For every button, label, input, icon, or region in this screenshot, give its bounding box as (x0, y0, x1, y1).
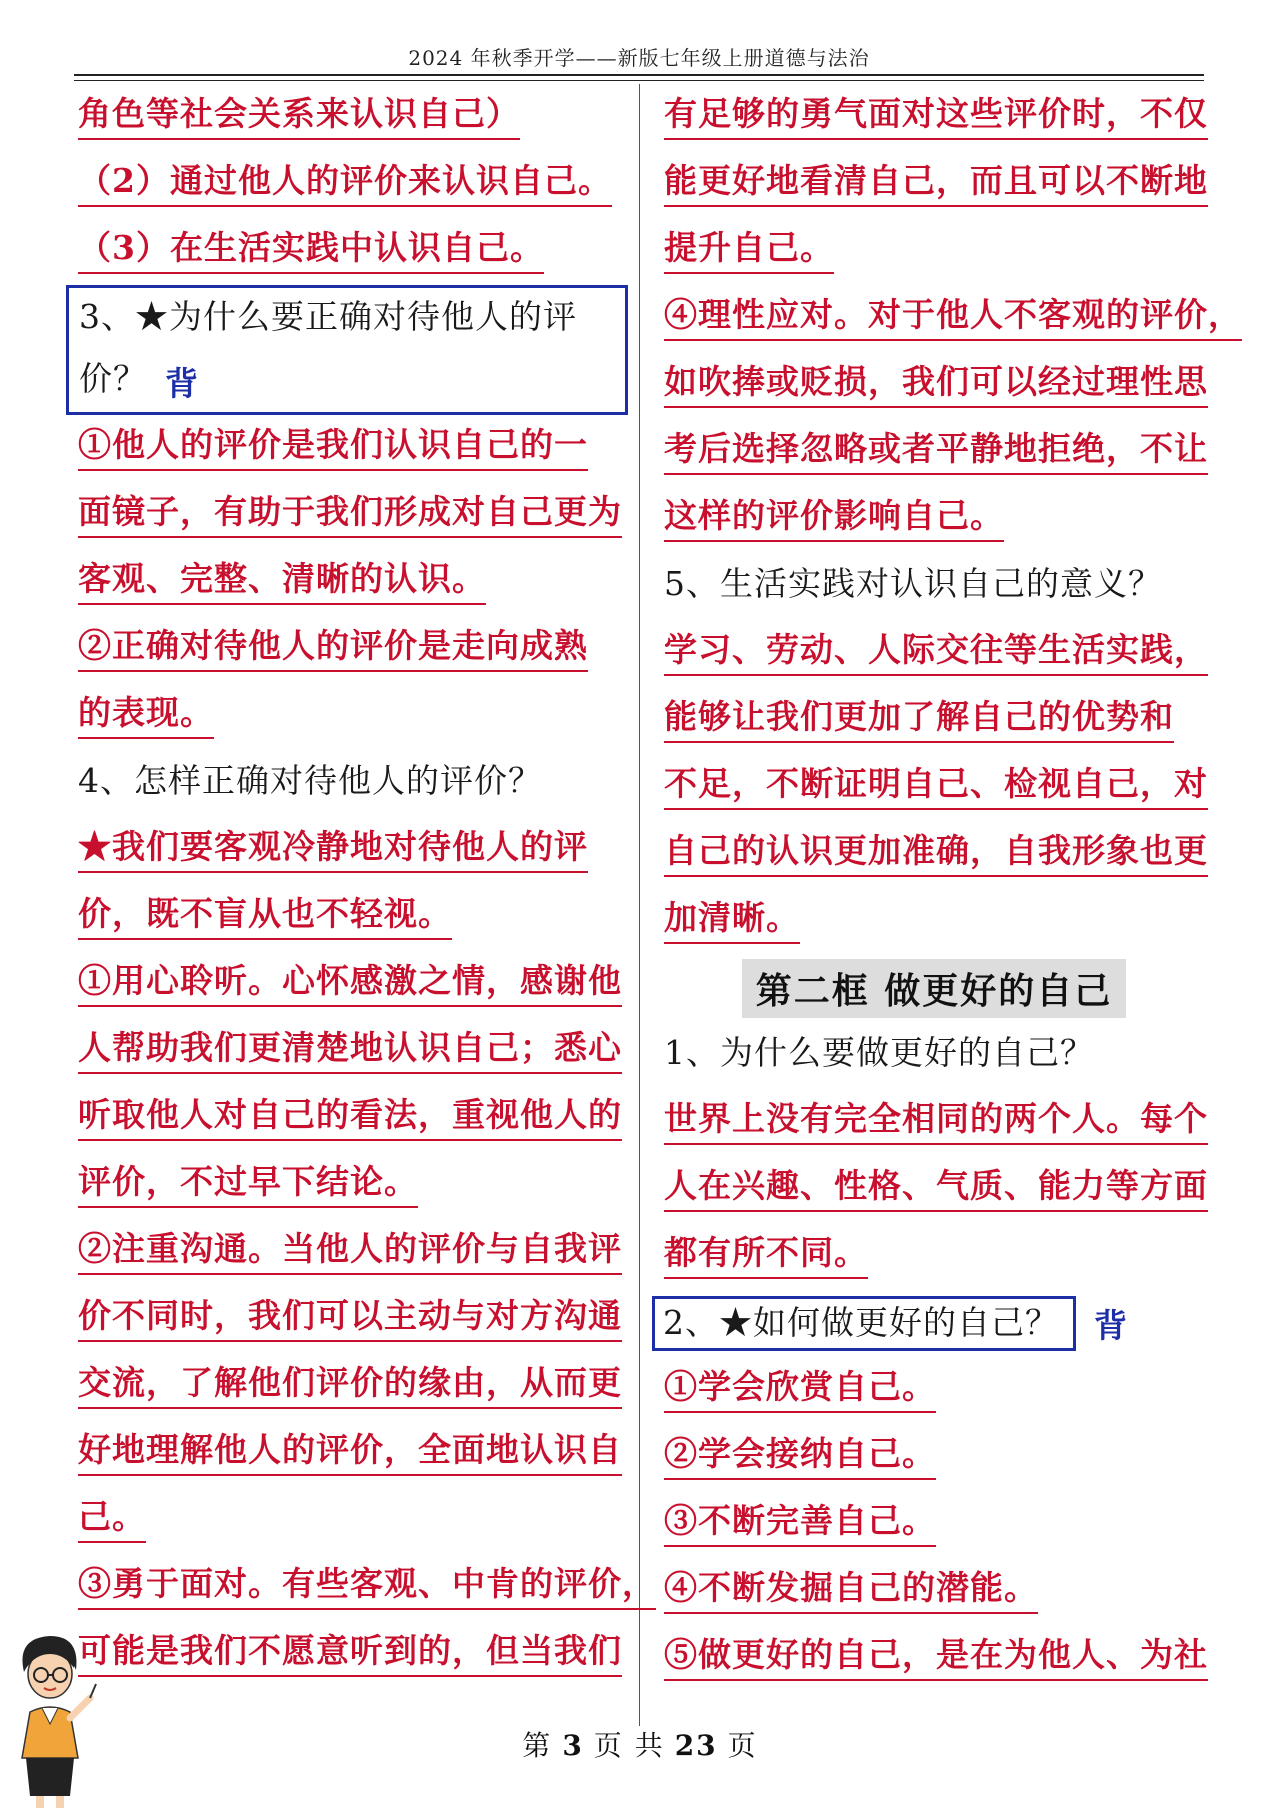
text-line: 价不同时，我们可以主动与对方沟通 (78, 1286, 620, 1353)
text-line: 考后选择忽略或者平静地拒绝，不让 (664, 419, 1204, 486)
text-line: 这样的评价影响自己。 (664, 486, 1204, 553)
text-line: （2）通过他人的评价来认识自己。 (78, 151, 620, 218)
question-line: 价？ 背 (79, 358, 199, 403)
question-box-2 (664, 1290, 1204, 1357)
memo-tag: 背 (1094, 1306, 1128, 1345)
question-box-frame: 2、★如何做更好的自己？ (652, 1296, 1076, 1350)
text-line: ④不断发掘自己的潜能。 (664, 1558, 1204, 1625)
header-rule (74, 74, 1204, 76)
right-column (663, 84, 1242, 1692)
teacher-illustration-icon (6, 1628, 98, 1810)
question-line: 1、为什么要做更好的自己？ (664, 1033, 1094, 1073)
text-line: ②学会接纳自己。 (664, 1424, 1204, 1491)
text-line: 人帮助我们更清楚地认识自己；悉心 (78, 1018, 620, 1085)
text-line: 己。 (78, 1487, 620, 1554)
text-line: （3）在生活实践中认识自己。 (78, 218, 620, 285)
question-line: 4、怎样正确对待他人的评价？ (78, 761, 542, 801)
text-line: 交流，了解他们评价的缘由，从而更 (78, 1353, 620, 1420)
text-line: ②正确对待他人的评价是走向成熟 (78, 616, 620, 683)
text-line: ①他人的评价是我们认识自己的一 (78, 415, 620, 482)
question-line: 5、生活实践对认识自己的意义？ (664, 564, 1162, 604)
text-line: 不足，不断证明自己、检视自己，对 (664, 754, 1204, 821)
text-line: ⑤做更好的自己，是在为他人、为社 (664, 1625, 1204, 1692)
text-line: 能更好地看清自己，而且可以不断地 (664, 151, 1204, 218)
question-line: 3、★为什么要正确对待他人的评 (79, 296, 577, 336)
text-line: ③勇于面对。有些客观、中肯的评价， (78, 1554, 620, 1621)
text-line: 面镜子，有助于我们形成对自己更为 (78, 482, 620, 549)
section-title: 第二框 做更好的自己 (664, 955, 1204, 1022)
text-line: 都有所不同。 (664, 1223, 1204, 1290)
text-line: 角色等社会关系来认识自己） (78, 84, 620, 151)
text-line: ③不断完善自己。 (664, 1491, 1204, 1558)
text-line: 价，既不盲从也不轻视。 (78, 884, 620, 951)
page-footer: 第 3 页 共 23 页 (522, 1729, 758, 1762)
text-line: 听取他人对自己的看法，重视他人的 (78, 1085, 620, 1152)
text-line: 能够让我们更加了解自己的优势和 (664, 687, 1204, 754)
text-line: ★我们要客观冷静地对待他人的评 (78, 817, 620, 884)
text-line: 好地理解他人的评价，全面地认识自 (78, 1420, 620, 1487)
page-header: 2024 年秋季开学——新版七年级上册道德与法治 (408, 46, 870, 70)
text-line: 学习、劳动、人际交往等生活实践， (664, 620, 1204, 687)
memo-tag: 背 (165, 363, 199, 403)
text-line: 加清晰。 (664, 888, 1204, 955)
text-line: 评价，不过早下结论。 (78, 1152, 620, 1219)
question-box-3 (66, 285, 628, 415)
text-line: ①学会欣赏自己。 (664, 1357, 1204, 1424)
text-line: ④理性应对。对于他人不客观的评价， (664, 285, 1204, 352)
header-rule-thin (74, 80, 1204, 81)
text-line: 的表现。 (78, 683, 620, 750)
text-line: 世界上没有完全相同的两个人。每个 (664, 1089, 1204, 1156)
column-divider (639, 84, 640, 1726)
text-line: 提升自己。 (664, 218, 1204, 285)
text-line: ①用心聆听。心怀感激之情，感谢他 (78, 951, 620, 1018)
text-line: 客观、完整、清晰的认识。 (78, 549, 620, 616)
text-line: 有足够的勇气面对这些评价时，不仅 (664, 84, 1204, 151)
left-column (78, 84, 656, 1688)
text-line: ②注重沟通。当他人的评价与自我评 (78, 1219, 620, 1286)
text-line: 自己的认识更加准确，自我形象也更 (664, 821, 1204, 888)
text-line: 可能是我们不愿意听到的，但当我们 (78, 1621, 620, 1688)
text-line: 如吹捧或贬损，我们可以经过理性思 (664, 352, 1204, 419)
text-line: 人在兴趣、性格、气质、能力等方面 (664, 1156, 1204, 1223)
